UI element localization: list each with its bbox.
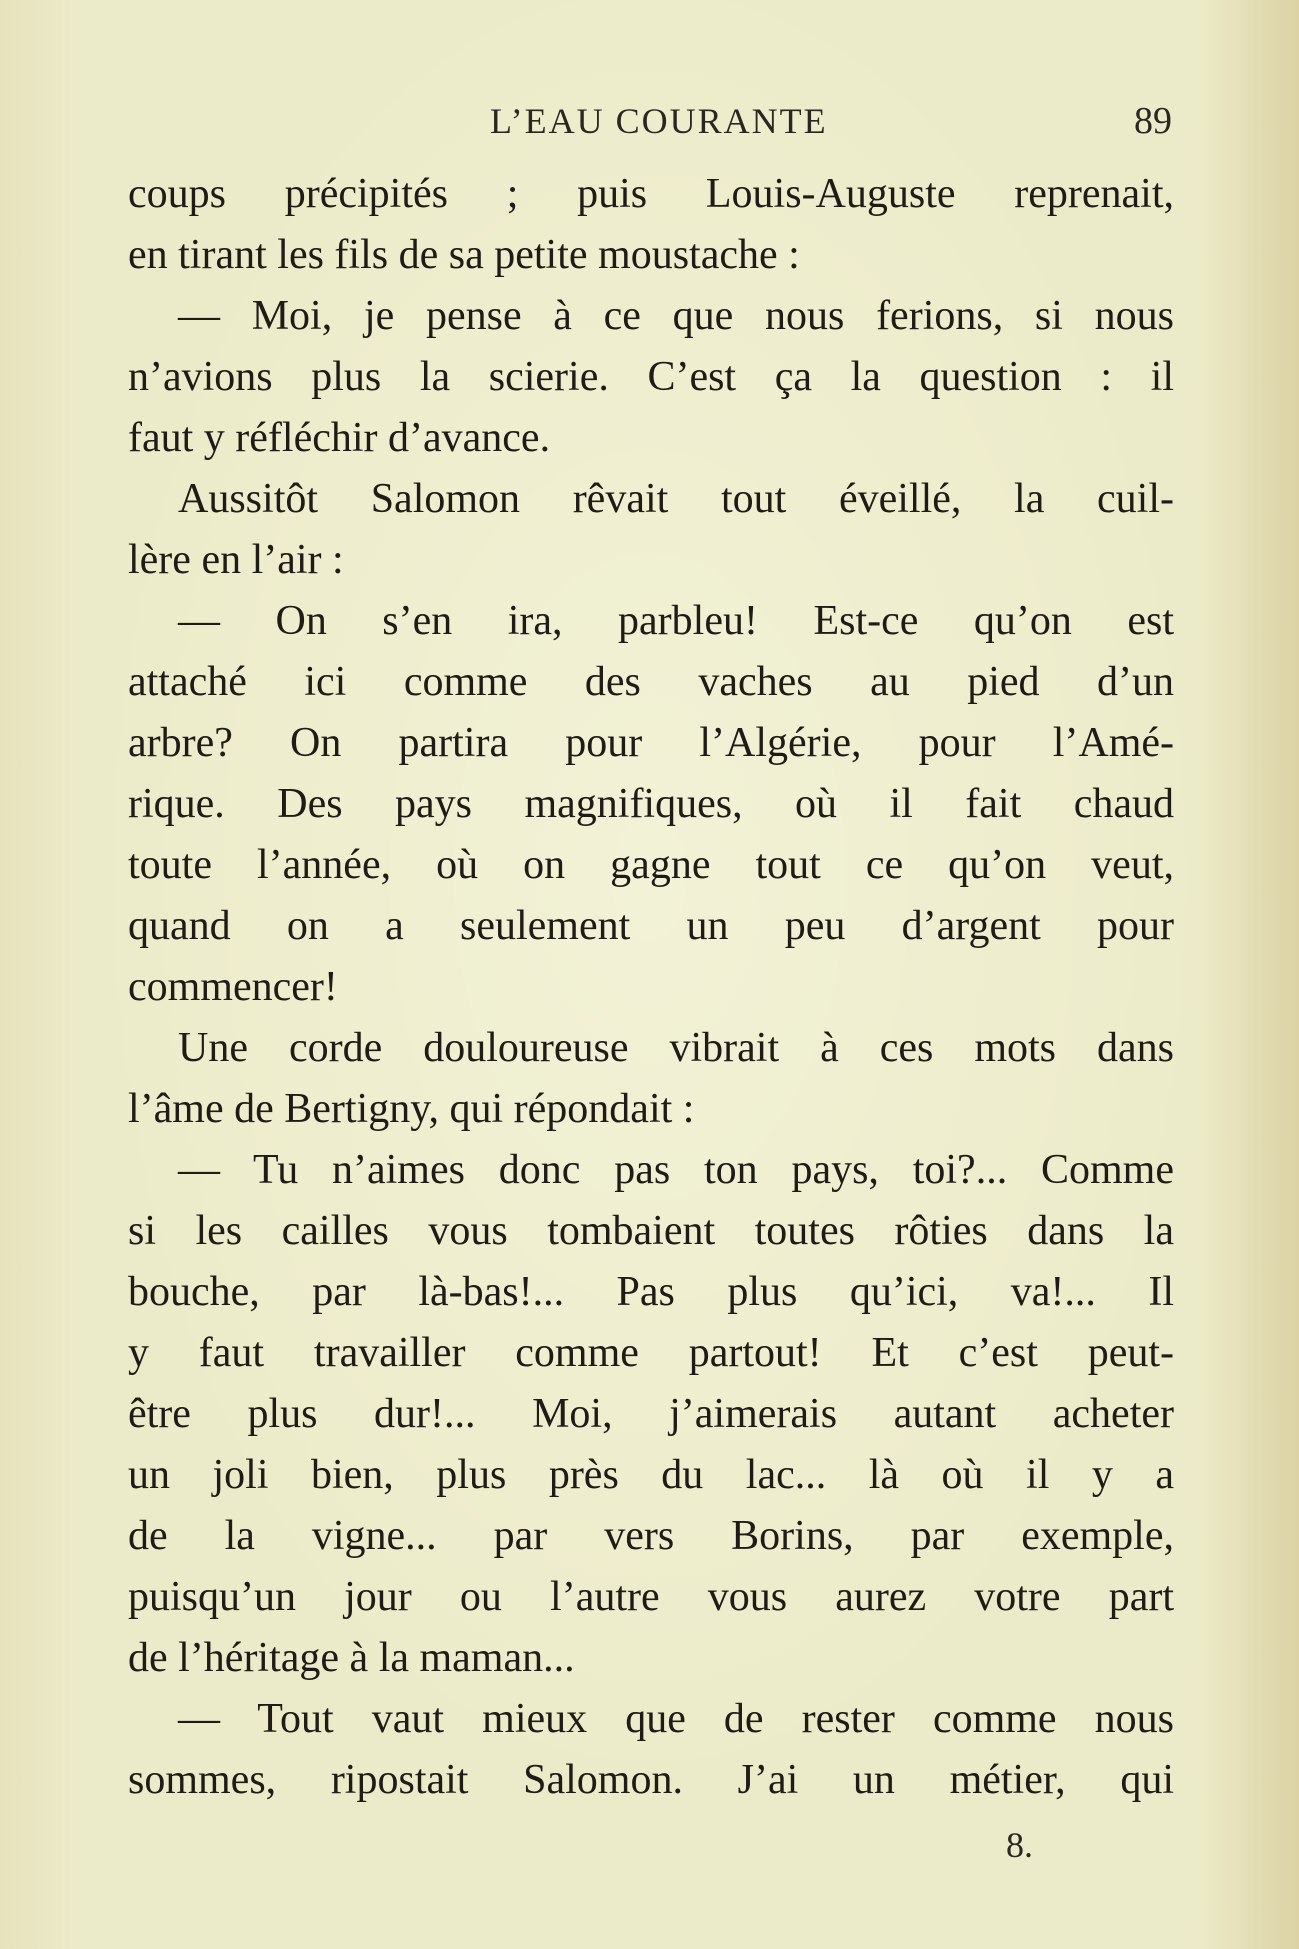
text-line: faut y réfléchir d’avance. [128,415,551,461]
text-line: commencer! [128,964,338,1010]
text-line: sommes, ripostait Salomon. J’ai un métier, qui [128,1757,1174,1803]
text-line: si les cailles vous tombaient toutes rôties dans la [128,1208,1174,1254]
signature-mark: 8. [1006,1825,1033,1865]
text-body [128,164,1174,1811]
page-number: 89 [1134,100,1172,142]
text-line: quand on a seulement un peu d’argent pour [128,903,1174,949]
text-line: l’âme de Bertigny, qui répondait : [128,1086,695,1132]
text-line: toute l’année, où on gagne tout ce qu’on veut, [128,842,1174,888]
text-line: de l’héritage à la maman... [128,1635,575,1681]
text-line: — On s’en ira, parbleu! Est-ce qu’on est [178,598,1174,644]
text-line: arbre? On partira pour l’Algérie, pour l’Amé- [128,720,1174,766]
running-title: L’EAU COURANTE [490,101,828,141]
text-line: de la vigne... par vers Borins, par exemple, [128,1513,1174,1559]
text-line: un joli bien, plus près du lac... là où il y a [128,1452,1174,1498]
page-header [0,96,1299,146]
text-line: rique. Des pays magnifiques, où il fait chaud [128,781,1174,827]
text-line: y faut travailler comme partout! Et c’est peut- [128,1330,1174,1376]
text-line: attaché ici comme des vaches au pied d’un [128,659,1174,705]
text-line: bouche, par là-bas!... Pas plus qu’ici, va!... Il [128,1269,1174,1315]
text-line: n’avions plus la scierie. C’est ça la question : il [128,354,1174,400]
text-line: — Moi, je pense à ce que nous ferions, si nous [178,293,1174,339]
text-line: — Tout vaut mieux que de rester comme nous [178,1696,1174,1742]
text-line: lère en l’air : [128,537,344,583]
text-line: puisqu’un jour ou l’autre vous aurez votre part [128,1574,1174,1620]
text-line: Une corde douloureuse vibrait à ces mots dans [178,1025,1174,1071]
text-line: Aussitôt Salomon rêvait tout éveillé, la cuil- [178,476,1174,522]
text-line: — Tu n’aimes donc pas ton pays, toi?... Comme [178,1147,1174,1193]
text-line: en tirant les fils de sa petite moustache : [128,232,800,278]
text-line: être plus dur!... Moi, j’aimerais autant acheter [128,1391,1174,1437]
text-line: coups précipités ; puis Louis-Auguste reprenait, [128,171,1174,217]
